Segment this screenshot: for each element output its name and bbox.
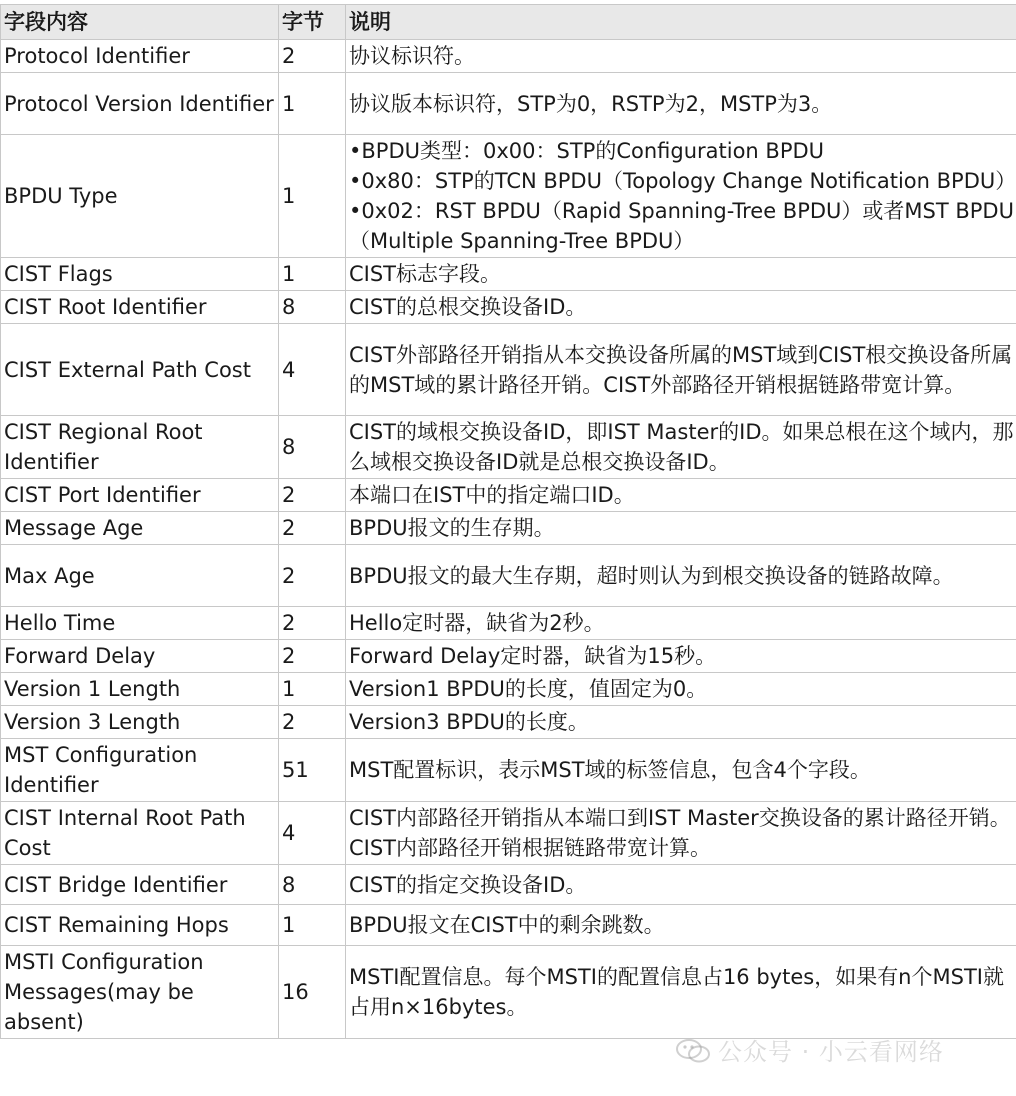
table-row [1, 479, 1016, 512]
description-line: 本端口在IST中的指定端口ID。 [349, 483, 635, 507]
header-row [1, 5, 1016, 40]
byte-count-cell: 2 [279, 40, 346, 73]
table-row [1, 545, 1016, 607]
field-name-cell: MST Configuration Identifier [1, 739, 279, 802]
table-row [1, 324, 1016, 416]
byte-count-cell: 2 [279, 512, 346, 545]
description-line: Forward Delay定时器，缺省为15秒。 [349, 644, 717, 668]
watermark [676, 1032, 944, 1067]
field-name-cell: Protocol Version Identifier [1, 73, 279, 135]
description-cell [346, 865, 1016, 905]
table-row [1, 607, 1016, 640]
description-cell [346, 258, 1016, 291]
description-cell [346, 479, 1016, 512]
table-row [1, 673, 1016, 706]
field-name-cell: Hello Time [1, 607, 279, 640]
table-row [1, 802, 1016, 865]
bpdu-field-table [0, 4, 1016, 1039]
field-name-cell: MSTI Configuration Messages(may be absent) [1, 946, 279, 1039]
description-cell [346, 802, 1016, 865]
table-row [1, 640, 1016, 673]
table-row [1, 739, 1016, 802]
description-cell [346, 640, 1016, 673]
description-line: CIST的总根交换设备ID。 [349, 295, 587, 319]
byte-count-cell: 2 [279, 479, 346, 512]
field-name-cell: Version 1 Length [1, 673, 279, 706]
field-name-cell: CIST Regional Root Identifier [1, 416, 279, 479]
byte-count-cell: 2 [279, 706, 346, 739]
table-row [1, 706, 1016, 739]
table-header [1, 5, 1016, 40]
description-line: 协议标识符。 [349, 44, 475, 68]
byte-count-cell: 2 [279, 545, 346, 607]
description-cell [346, 905, 1016, 946]
description-line: BPDU报文的最大生存期，超时则认为到根交换设备的链路故障。 [349, 563, 954, 588]
field-name-cell: Forward Delay [1, 640, 279, 673]
field-name-cell: CIST Internal Root Path Cost [1, 802, 279, 865]
description-line: 协议版本标识符，STP为0，RSTP为2，MSTP为3。 [349, 91, 833, 116]
description-line: CIST外部路径开销指从本交换设备所属的MST域到CIST根交换设备所属的MST域的累计路径开销。CIST外部路径开销根据链路带宽计算。 [349, 342, 1013, 397]
description-cell [346, 416, 1016, 479]
table-row [1, 865, 1016, 905]
field-name-cell: CIST Remaining Hops [1, 905, 279, 946]
table-row [1, 946, 1016, 1039]
header-bytes: 字节 [279, 5, 346, 40]
description-cell [346, 946, 1016, 1039]
description-line: •0x02：RST BPDU（Rapid Spanning-Tree BPDU）或者MST BPDU（Multiple Spanning-Tree BPDU） [349, 199, 1014, 253]
byte-count-cell: 2 [279, 640, 346, 673]
description-line: MSTI配置信息。每个MSTI的配置信息占16 bytes，如果有n个MSTI就占用n×16bytes。 [349, 965, 1004, 1019]
description-line: Hello定时器，缺省为2秒。 [349, 611, 605, 635]
description-cell [346, 40, 1016, 73]
description-line: CIST的指定交换设备ID。 [349, 872, 587, 897]
description-cell [346, 607, 1016, 640]
description-line: •BPDU类型：0x00：STP的Configuration BPDU [349, 139, 825, 163]
table-row [1, 40, 1016, 73]
byte-count-cell: 1 [279, 905, 346, 946]
field-name-cell: CIST External Path Cost [1, 324, 279, 416]
table-row [1, 416, 1016, 479]
description-line: CIST的域根交换设备ID，即IST Master的ID。如果总根在这个域内，那么域根交换设备ID就是总根交换设备ID。 [349, 420, 1014, 474]
field-name-cell: BPDU Type [1, 135, 279, 258]
table-body [1, 40, 1016, 1039]
table-row [1, 512, 1016, 545]
byte-count-cell: 2 [279, 607, 346, 640]
field-name-cell: CIST Bridge Identifier [1, 865, 279, 905]
description-line: Version1 BPDU的长度，值固定为0。 [349, 677, 708, 701]
description-line: CIST标志字段。 [349, 262, 502, 286]
byte-count-cell: 51 [279, 739, 346, 802]
field-name-cell: CIST Root Identifier [1, 291, 279, 324]
byte-count-cell: 1 [279, 73, 346, 135]
watermark-text: 公众号 · 小云看网络 [718, 1038, 944, 1066]
byte-count-cell: 1 [279, 673, 346, 706]
header-field: 字段内容 [1, 5, 279, 40]
wechat-icon [676, 1039, 710, 1063]
table-row [1, 135, 1016, 258]
description-line: •0x80：STP的TCN BPDU（Topology Change Notification BPDU） [349, 169, 1016, 193]
field-name-cell: Message Age [1, 512, 279, 545]
table-row [1, 258, 1016, 291]
field-name-cell: Max Age [1, 545, 279, 607]
table-row [1, 291, 1016, 324]
byte-count-cell: 4 [279, 802, 346, 865]
description-line: MST配置标识，表示MST域的标签信息，包含4个字段。 [349, 758, 871, 782]
byte-count-cell: 1 [279, 135, 346, 258]
byte-count-cell: 1 [279, 258, 346, 291]
description-line: BPDU报文的生存期。 [349, 516, 555, 540]
description-line: CIST内部路径开销指从本端口到IST Master交换设备的累计路径开销。CIST内部路径开销根据链路带宽计算。 [349, 806, 1011, 860]
description-cell [346, 545, 1016, 607]
description-cell [346, 706, 1016, 739]
field-name-cell: CIST Port Identifier [1, 479, 279, 512]
description-cell [346, 739, 1016, 802]
description-line: BPDU报文在CIST中的剩余跳数。 [349, 913, 665, 937]
description-cell [346, 135, 1016, 258]
field-name-cell: CIST Flags [1, 258, 279, 291]
table-row [1, 73, 1016, 135]
byte-count-cell: 8 [279, 291, 346, 324]
field-name-cell: Protocol Identifier [1, 40, 279, 73]
byte-count-cell: 4 [279, 324, 346, 416]
description-cell [346, 673, 1016, 706]
byte-count-cell: 16 [279, 946, 346, 1039]
byte-count-cell: 8 [279, 416, 346, 479]
description-cell [346, 512, 1016, 545]
description-cell [346, 291, 1016, 324]
description-cell [346, 73, 1016, 135]
byte-count-cell: 8 [279, 865, 346, 905]
table-row [1, 905, 1016, 946]
description-cell [346, 324, 1016, 416]
header-description: 说明 [346, 5, 1016, 40]
field-name-cell: Version 3 Length [1, 706, 279, 739]
description-line: Version3 BPDU的长度。 [349, 710, 589, 734]
